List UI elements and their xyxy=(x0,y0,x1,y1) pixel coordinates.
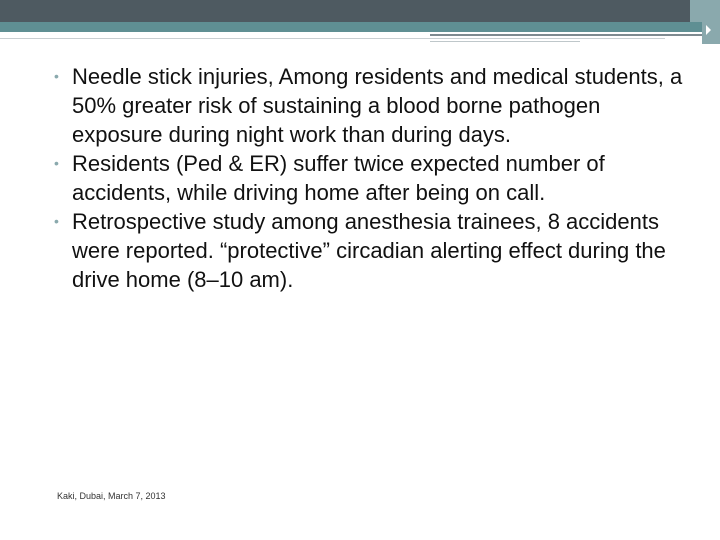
bullet-item xyxy=(54,62,694,149)
slide-divider-line xyxy=(430,41,580,42)
slide-footer: Kaki, Dubai, March 7, 2013 xyxy=(57,491,166,501)
bullet-text: Needle stick injuries, Among residents and medical students, a 50% greater risk of sustaining a blood borne pathogen exposure during night work than during days. xyxy=(72,64,683,147)
bullet-item xyxy=(54,207,694,294)
corner-tab xyxy=(702,22,720,44)
slide-top-bar-right xyxy=(690,0,720,22)
bullet-icon: • xyxy=(54,155,59,171)
bullet-text: Residents (Ped & ER) suffer twice expected number of accidents, while driving home after being on call. xyxy=(72,151,605,205)
slide-divider-line xyxy=(430,34,720,36)
slide-content xyxy=(54,62,694,294)
corner-arrow-icon xyxy=(706,25,711,35)
bullet-item xyxy=(54,149,694,207)
bullet-list xyxy=(54,62,694,294)
slide-accent-line xyxy=(0,22,720,32)
bullet-icon: • xyxy=(54,213,59,229)
bullet-icon: • xyxy=(54,68,59,84)
bullet-text: Retrospective study among anesthesia trainees, 8 accidents were reported. “protective” circadian alerting effect during the drive home (8–10 am). xyxy=(72,209,666,292)
slide-top-bar xyxy=(0,0,720,22)
slide-divider-line xyxy=(0,38,665,39)
